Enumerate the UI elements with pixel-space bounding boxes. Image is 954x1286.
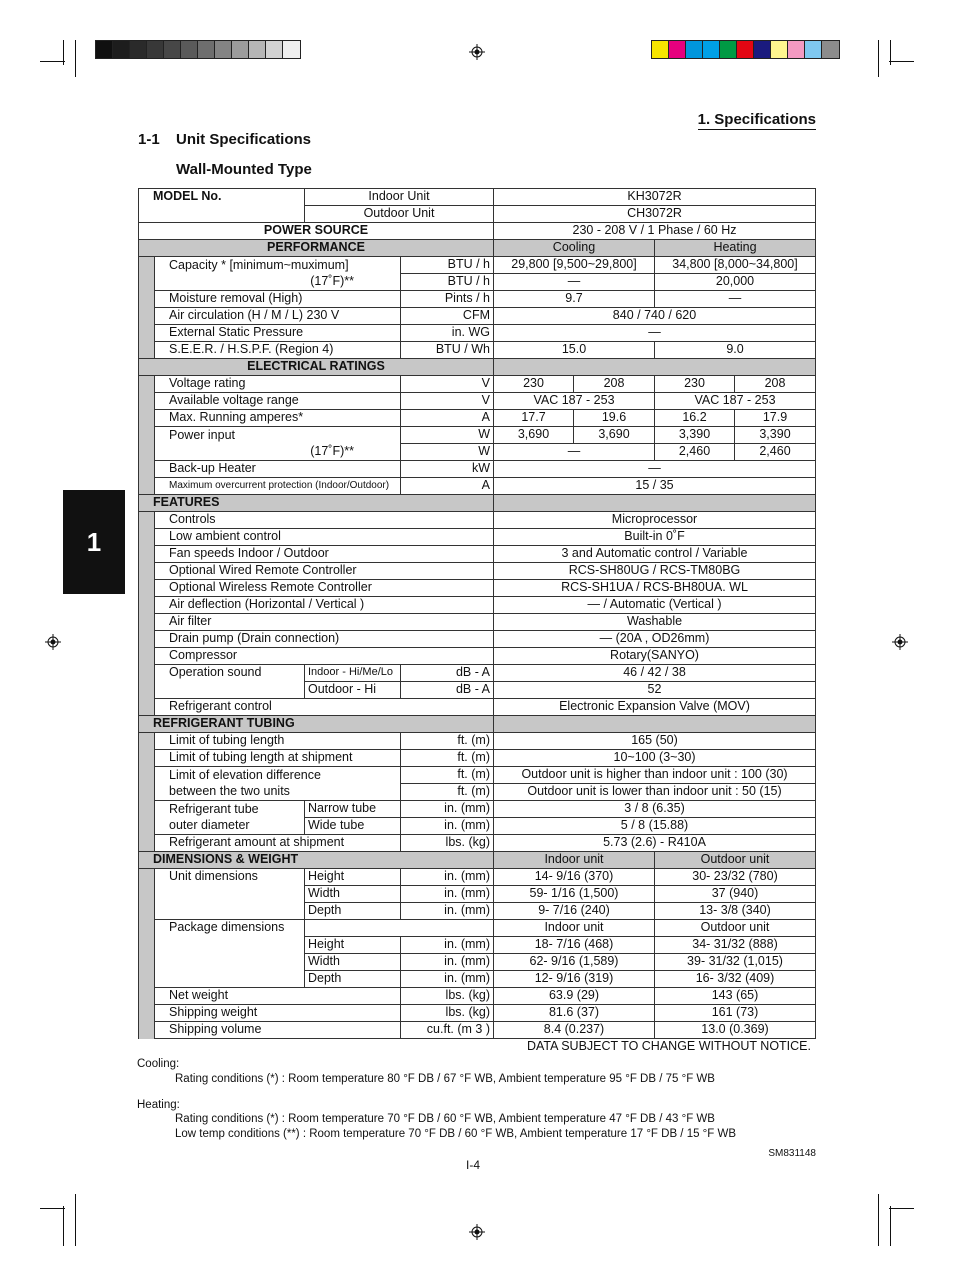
table-row: Shipping weight lbs. (kg) 81.6 (37) 161 (73): [139, 1005, 816, 1022]
table-row: Air deflection (Horizontal / Vertical ) — / Automatic (Vertical ): [139, 597, 816, 614]
indoor-model: KH3072R: [494, 189, 816, 206]
calibration-swatch: [147, 41, 164, 58]
document-id: SM831148: [768, 1148, 816, 1159]
heating-rating-note: Rating conditions (*) : Room temperature 70 °F DB / 60 °F WB, Ambient temperature 47 °F DB / 43 °F WB: [175, 1113, 715, 1125]
calibration-swatch: [720, 41, 737, 58]
section-header-row: [139, 240, 816, 257]
table-row: Air filter Washable: [139, 614, 816, 631]
color-calibration-strip: [651, 40, 840, 59]
page-header-title: 1. Specifications: [697, 111, 816, 128]
indoor-unit-header: Indoor unit: [494, 852, 655, 869]
table-row: Width in. (mm) 62- 9/16 (1,589) 39- 31/32 (1,015): [139, 954, 816, 971]
table-row: Air circulation (H / M / L) 230 V CFM 840 / 740 / 620: [139, 308, 816, 325]
calibration-swatch: [771, 41, 788, 58]
gray-calibration-strip: [95, 40, 301, 59]
power-source-label: POWER SOURCE: [139, 223, 494, 240]
table-row: Capacity * [minimum~muximum] BTU / h 29,800 [9,500~29,800] 34,800 [8,000~34,800]: [139, 257, 816, 274]
table-row: Maximum overcurrent protection (Indoor/Outdoor) A 15 / 35: [139, 478, 816, 495]
table-row: Height in. (mm) 18- 7/16 (468) 34- 31/32 (888): [139, 937, 816, 954]
calibration-swatch: [266, 41, 283, 58]
table-row: Package dimensions Indoor unit Outdoor unit: [139, 920, 816, 937]
section-header-row: [139, 852, 816, 869]
calibration-swatch: [754, 41, 771, 58]
table-row: Refrigerant tube Narrow tube in. (mm) 3 / 8 (6.35): [139, 801, 816, 818]
table-row: Depth in. (mm) 9- 7/16 (240) 13- 3/8 (340): [139, 903, 816, 920]
dimensions-header: DIMENSIONS & WEIGHT: [139, 852, 494, 869]
calibration-swatch: [232, 41, 249, 58]
chapter-tab: 1: [63, 490, 125, 594]
table-row: Limit of tubing length at shipment ft. (m) 10~100 (3~30): [139, 750, 816, 767]
table-row: S.E.E.R. / H.S.P.F. (Region 4) BTU / Wh 15.0 9.0: [139, 342, 816, 359]
page-number: I-4: [466, 1158, 481, 1172]
calibration-swatch: [164, 41, 181, 58]
model-label: MODEL No.: [139, 189, 305, 223]
registration-mark-icon: [892, 634, 908, 650]
table-row: Depth in. (mm) 12- 9/16 (319) 16- 3/32 (409): [139, 971, 816, 988]
calibration-swatch: [130, 41, 147, 58]
outdoor-unit-label: Outdoor Unit: [305, 206, 494, 223]
indoor-unit-label: Indoor Unit: [305, 189, 494, 206]
performance-header: PERFORMANCE: [139, 240, 494, 257]
section-title: [138, 131, 311, 148]
table-row: outer diameter Wide tube in. (mm) 5 / 8 (15.88): [139, 818, 816, 835]
table-row: Limit of tubing length ft. (m) 165 (50): [139, 733, 816, 750]
table-row: between the two units ft. (m) Outdoor unit is lower than indoor unit : 50 (15): [139, 784, 816, 801]
calibration-swatch: [249, 41, 266, 58]
cooling-note-title: Cooling:: [137, 1058, 180, 1070]
calibration-swatch: [703, 41, 720, 58]
registration-mark-icon: [469, 44, 485, 60]
calibration-swatch: [215, 41, 232, 58]
calibration-swatch: [686, 41, 703, 58]
registration-mark-icon: [469, 1224, 485, 1240]
table-row: Low ambient control Built-in 0˚F: [139, 529, 816, 546]
table-row: Max. Running amperes* A 17.7 19.6 16.2 17.9: [139, 410, 816, 427]
calibration-swatch: [283, 41, 300, 58]
outdoor-unit-header: Outdoor unit: [655, 852, 816, 869]
table-row: Drain pump (Drain connection) — (20A , OD26mm): [139, 631, 816, 648]
power-source-value: 230 - 208 V / 1 Phase / 60 Hz: [494, 223, 816, 240]
table-row: External Static Pressure in. WG —: [139, 325, 816, 342]
table-row: [139, 223, 816, 240]
calibration-swatch: [788, 41, 805, 58]
table-row: Unit dimensions Height in. (mm) 14- 9/16 (370) 30- 23/32 (780): [139, 869, 816, 886]
calibration-swatch: [805, 41, 822, 58]
heating-header: Heating: [655, 240, 816, 257]
table-row: Refrigerant control Electronic Expansion Valve (MOV): [139, 699, 816, 716]
calibration-swatch: [737, 41, 754, 58]
calibration-swatch: [652, 41, 669, 58]
table-row: Limit of elevation difference ft. (m) Outdoor unit is higher than indoor unit : 100 (30): [139, 767, 816, 784]
calibration-swatch: [96, 41, 113, 58]
outdoor-model: CH3072R: [494, 206, 816, 223]
calibration-swatch: [198, 41, 215, 58]
calibration-swatch: [669, 41, 686, 58]
section-title-text: Unit Specifications: [176, 131, 312, 148]
cooling-header: Cooling: [494, 240, 655, 257]
table-row: Net weight lbs. (kg) 63.9 (29) 143 (65): [139, 988, 816, 1005]
features-header: FEATURES: [139, 495, 494, 512]
table-row: Fan speeds Indoor / Outdoor 3 and Automatic control / Variable: [139, 546, 816, 563]
table-row: Width in. (mm) 59- 1/16 (1,500) 37 (940): [139, 886, 816, 903]
table-row: Power input W 3,690 3,690 3,390 3,390: [139, 427, 816, 444]
table-row: Refrigerant amount at shipment lbs. (kg) 5.73 (2.6) - R410A: [139, 835, 816, 852]
table-row: (17˚F)** BTU / h — 20,000: [139, 274, 816, 291]
spec-table: [138, 188, 816, 1039]
section-number: 1-1: [138, 131, 160, 148]
table-row: Back-up Heater kW —: [139, 461, 816, 478]
table-row: Operation sound Indoor - Hi/Me/Lo dB - A 46 / 42 / 38: [139, 665, 816, 682]
table-row: Shipping volume cu.ft. (m 3 ) 8.4 (0.237) 13.0 (0.369): [139, 1022, 816, 1039]
calibration-swatch: [822, 41, 839, 58]
table-row: Voltage rating V 230 208 230 208: [139, 376, 816, 393]
table-row: (17˚F)** W — 2,460 2,460: [139, 444, 816, 461]
registration-mark-icon: [45, 634, 61, 650]
table-row: Optional Wireless Remote Controller RCS-SH1UA / RCS-BH80UA. WL: [139, 580, 816, 597]
section-subtitle: Wall-Mounted Type: [176, 161, 312, 178]
cooling-rating-note: Rating conditions (*) : Room temperature 80 °F DB / 67 °F WB, Ambient temperature 95 °F DB / 75 °F WB: [175, 1073, 715, 1085]
table-row: [139, 189, 816, 206]
calibration-swatch: [181, 41, 198, 58]
table-row: Optional Wired Remote Controller RCS-SH80UG / RCS-TM80BG: [139, 563, 816, 580]
table-row: Moisture removal (High) Pints / h 9.7 —: [139, 291, 816, 308]
calibration-swatch: [113, 41, 130, 58]
table-row: Compressor Rotary(SANYO): [139, 648, 816, 665]
electrical-header: ELECTRICAL RATINGS: [139, 359, 494, 376]
table-row: Available voltage range V VAC 187 - 253 VAC 187 - 253: [139, 393, 816, 410]
section-header-row: [139, 716, 816, 733]
tubing-header: REFRIGERANT TUBING: [139, 716, 494, 733]
section-header-row: [139, 495, 816, 512]
table-row: Controls Microprocessor: [139, 512, 816, 529]
data-notice: DATA SUBJECT TO CHANGE WITHOUT NOTICE.: [526, 1039, 811, 1053]
section-header-row: [139, 359, 816, 376]
table-row: Outdoor - Hi dB - A 52: [139, 682, 816, 699]
heating-note-title: Heating:: [137, 1099, 180, 1111]
heating-lowtemp-note: Low temp conditions (**) : Room temperature 70 °F DB / 60 °F WB, Ambient temperature 17 °F DB / 15 °F WB: [175, 1128, 737, 1140]
